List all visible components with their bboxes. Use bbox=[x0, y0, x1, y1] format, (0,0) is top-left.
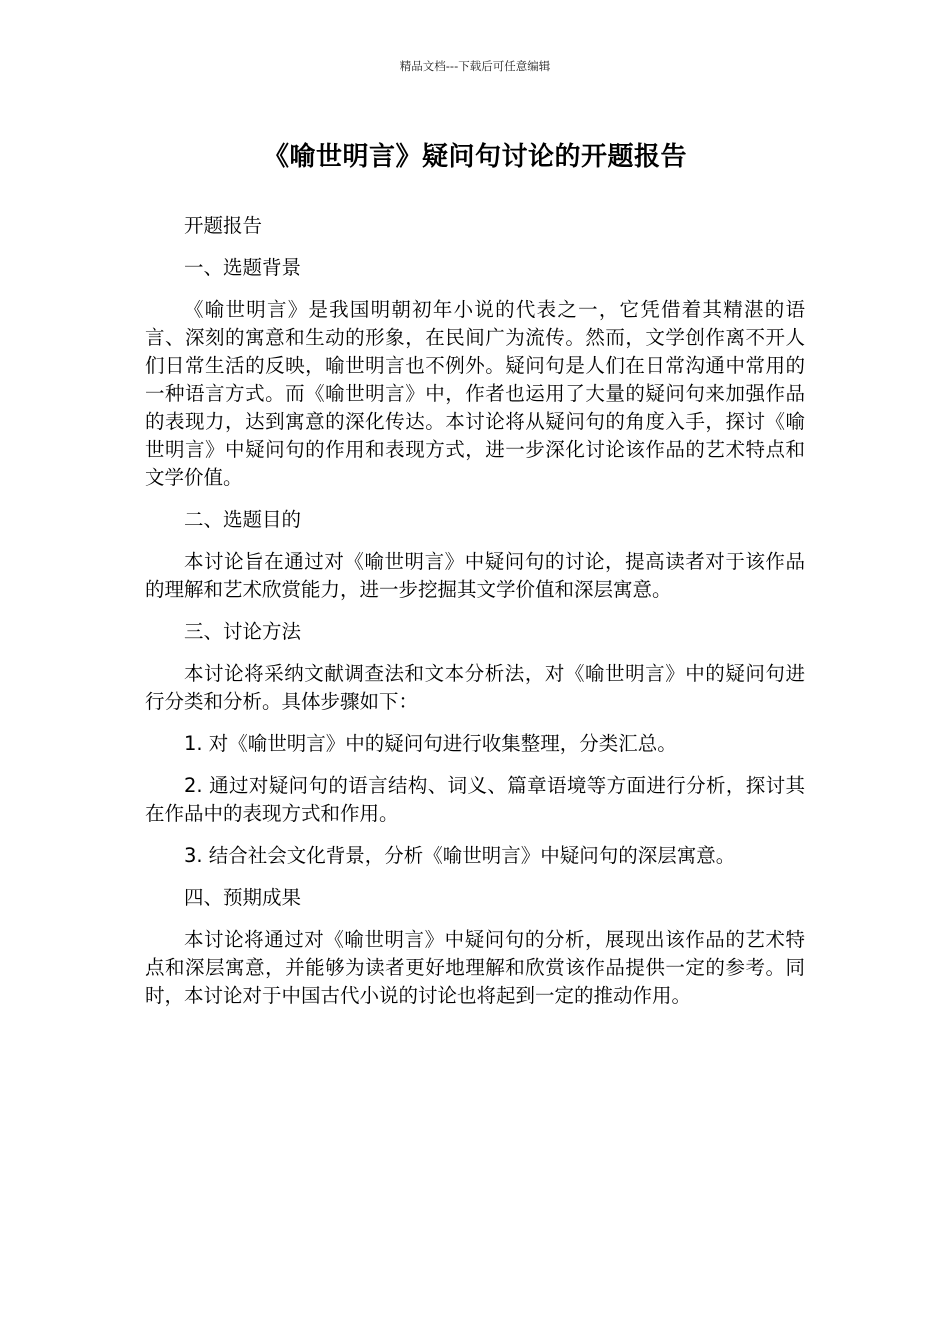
method-step-1: 1. 对《喻世明言》中的疑问句进行收集整理，分类汇总。 bbox=[184, 732, 677, 755]
paragraph-method: 本讨论将采纳文献调查法和文本分析法，对《喻世明言》中的疑问句进行分类和分析。具体步骤如下： bbox=[145, 662, 805, 713]
report-label: 开题报告 bbox=[184, 214, 263, 237]
section-heading-purpose: 二、选题目的 bbox=[184, 508, 302, 531]
paragraph-outcome: 本讨论将通过对《喻世明言》中疑问句的分析，展现出该作品的艺术特点和深层寓意，并能够为读者更好地理解和欣赏该作品提供一定的参考。同时，本讨论对于中国古代小说的讨论也将起到一定的推动作用。 bbox=[145, 928, 805, 1007]
paragraph-background: 《喻世明言》是我国明朝初年小说的代表之一，它凭借着其精湛的语言、深刻的寓意和生动的形象，在民间广为流传。然而，文学创作离不开人们日常生活的反映，喻世明言也不例外。疑问句是人们在日常沟通中常用的一种语言方式。而《喻世明言》中，作者也运用了大量的疑问句来加强作品的表现力，达到寓意的深化传达。本讨论将从疑问句的角度入手，探讨《喻世明言》中疑问句的作用和表现方式，进一步深化讨论该作品的艺术特点和文学价值。 bbox=[145, 298, 805, 489]
document-title: 《喻世明言》疑问句讨论的开题报告 bbox=[262, 142, 687, 172]
page-header-note: 精品文档---下载后可任意编辑 bbox=[399, 59, 551, 73]
method-step-2: 2. 通过对疑问句的语言结构、词义、篇章语境等方面进行分析，探讨其在作品中的表现方式和作用。 bbox=[145, 774, 805, 825]
paragraph-purpose: 本讨论旨在通过对《喻世明言》中疑问句的讨论，提高读者对于该作品的理解和艺术欣赏能力，进一步挖掘其文学价值和深层寓意。 bbox=[145, 550, 805, 601]
section-heading-outcome: 四、预期成果 bbox=[184, 886, 302, 909]
method-step-3: 3. 结合社会文化背景，分析《喻世明言》中疑问句的深层寓意。 bbox=[184, 844, 736, 867]
document-body bbox=[145, 212, 805, 1024]
section-heading-background: 一、选题背景 bbox=[184, 256, 302, 279]
section-heading-method: 三、讨论方法 bbox=[184, 620, 302, 643]
